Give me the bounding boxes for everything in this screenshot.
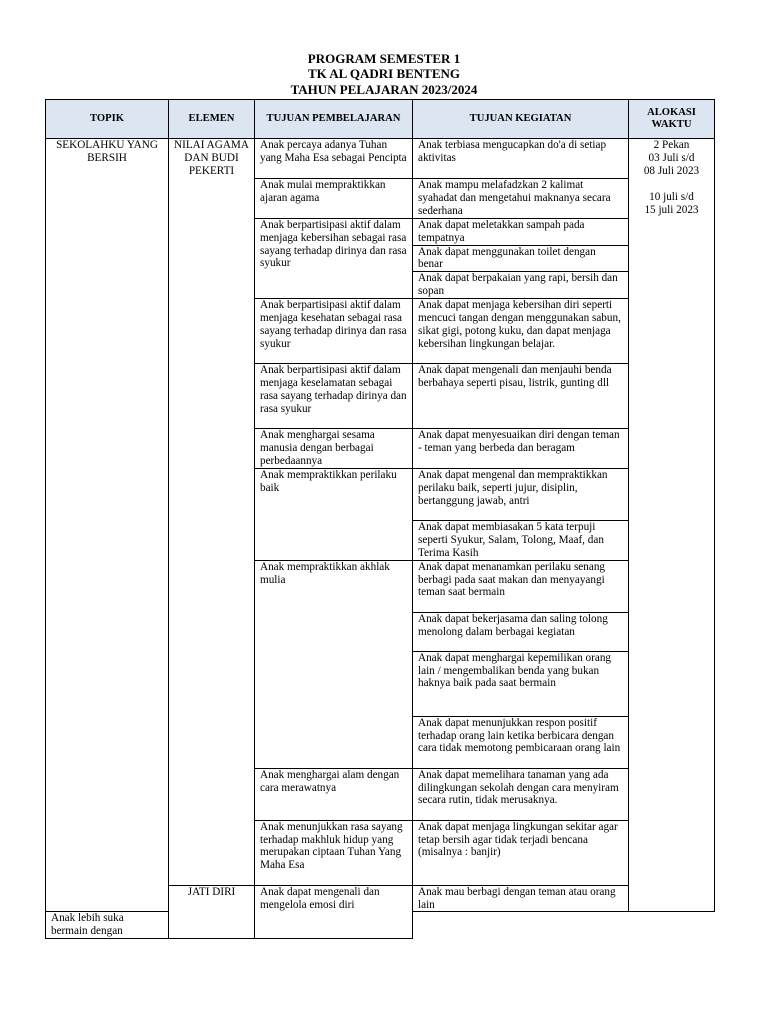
column-header-tujuan-kegiatan: TUJUAN KEGIATAN	[413, 100, 629, 139]
alokasi-waktu-cell	[629, 139, 715, 912]
alokasi-line-3: 08 Juli 2023	[643, 164, 700, 177]
tujuan-pembelajaran-cell: Anak dapat mengenali dan mengelola emosi diri	[255, 885, 413, 939]
elemen-cell-jati-diri: JATI DIRI	[169, 885, 255, 939]
program-semester-table	[45, 99, 715, 939]
tujuan-pembelajaran-cell: Anak mulai mempraktikkan ajaran agama	[255, 179, 413, 219]
tujuan-kegiatan-cell: Anak dapat menjaga lingkungan sekitar agar tetap bersih agar tidak terjadi bencana (misalnya : banjir)	[413, 820, 629, 885]
tujuan-kegiatan-cell: Anak mau berbagi dengan teman atau orang lain	[413, 885, 629, 912]
tujuan-kegiatan-cell: Anak dapat menyesuaikan diri dengan teman - teman yang berbeda dan beragam	[413, 429, 629, 469]
tujuan-pembelajaran-cell: Anak mempraktikkan perilaku baik	[255, 468, 413, 560]
tujuan-pembelajaran-cell: Anak berpartisipasi aktif dalam menjaga kesehatan sebagai rasa sayang terhadap dirinya dan rasa syukur	[255, 299, 413, 364]
column-header-alokasi-waktu: ALOKASI WAKTU	[629, 100, 715, 139]
tujuan-kegiatan-cell: Anak dapat mengenal dan mempraktikkan perilaku baik, seperti jujur, disiplin, bertanggung jawab, antri	[413, 468, 629, 520]
document-title-line-1: PROGRAM SEMESTER 1	[307, 51, 461, 66]
tujuan-kegiatan-cell: Anak dapat mengenali dan menjauhi benda berbahaya seperti pisau, listrik, gunting dll	[413, 364, 629, 429]
alokasi-line-5: 15 juli 2023	[644, 203, 699, 216]
tujuan-kegiatan-cell: Anak dapat menghargai kepemilikan orang lain / mengembalikan benda yang bukan haknya baik pada saat bermain	[413, 651, 629, 716]
elemen-cell-nilai-agama: NILAI AGAMA DAN BUDI PEKERTI	[169, 139, 255, 886]
topik-cell: SEKOLAHKU YANG BERSIH	[46, 139, 169, 912]
table-row	[46, 139, 715, 179]
column-header-topik: TOPIK	[46, 100, 169, 139]
column-header-tujuan-pembelajaran: TUJUAN PEMBELAJARAN	[255, 100, 413, 139]
tujuan-pembelajaran-cell: Anak berpartisipasi aktif dalam menjaga kebersihan sebagai rasa sayang terhadap dirinya dan rasa syukur	[255, 218, 413, 298]
document-title-line-2: TK AL QADRI BENTENG	[307, 66, 461, 81]
tujuan-kegiatan-cell: Anak dapat meletakkan sampah pada tempatnya	[413, 218, 629, 245]
tujuan-pembelajaran-cell: Anak percaya adanya Tuhan yang Maha Esa sebagai Pencipta	[255, 139, 413, 179]
tujuan-kegiatan-cell: Anak terbiasa mengucapkan do'a di setiap aktivitas	[413, 139, 629, 179]
table-header-row	[46, 100, 715, 139]
tujuan-kegiatan-cell: Anak dapat menunjukkan respon positif terhadap orang lain ketika berbicara dengan cara tidak memotong pembicaraan orang lain	[413, 716, 629, 768]
tujuan-kegiatan-cell: Anak mampu melafadzkan 2 kalimat syahadat dan mengetahui maknanya secara sederhana	[413, 179, 629, 219]
tujuan-kegiatan-cell: Anak dapat menggunakan toilet dengan benar	[413, 245, 629, 272]
tujuan-pembelajaran-cell: Anak mempraktikkan akhlak mulia	[255, 560, 413, 768]
alokasi-line-2: 03 Juli s/d	[648, 151, 695, 164]
tujuan-pembelajaran-cell: Anak menunjukkan rasa sayang terhadap makhluk hidup yang merupakan ciptaan Tuhan Yang Maha Esa	[255, 820, 413, 885]
tujuan-kegiatan-cell: Anak dapat memelihara tanaman yang ada dilingkungan sekolah dengan cara menyiram secara rutin, tidak merusaknya.	[413, 768, 629, 820]
tujuan-pembelajaran-cell: Anak berpartisipasi aktif dalam menjaga keselamatan sebagai rasa sayang terhadap dirinya dan rasa syukur	[255, 364, 413, 429]
alokasi-line-4: 10 juli s/d	[649, 190, 694, 203]
tujuan-pembelajaran-cell: Anak menghargai sesama manusia dengan berbagai perbedaannya	[255, 429, 413, 469]
tujuan-kegiatan-cell: Anak dapat menanamkan perilaku senang berbagi pada saat makan dan menyayangi teman saat bermain	[413, 560, 629, 612]
tujuan-kegiatan-cell: Anak dapat membiasakan 5 kata terpuji seperti Syukur, Salam, Tolong, Maaf, dan Terima Kasih	[413, 520, 629, 560]
tujuan-kegiatan-cell: Anak dapat menjaga kebersihan diri seperti mencuci tangan dengan menggunakan sabun, sikat gigi, potong kuku, dan dapat menjaga kebersihan lingkungan belajar.	[413, 299, 629, 364]
tujuan-kegiatan-cell: Anak dapat bekerjasama dan saling tolong menolong dalam berbagai kegiatan	[413, 612, 629, 651]
tujuan-kegiatan-cell: Anak dapat berpakaian yang rapi, bersih dan sopan	[413, 272, 629, 299]
alokasi-line-1: 2 Pekan	[653, 139, 690, 151]
tujuan-kegiatan-cell: Anak lebih suka bermain dengan	[46, 912, 169, 939]
column-header-elemen: ELEMEN	[169, 100, 255, 139]
document-title-line-3: TAHUN PELAJARAN 2023/2024	[290, 82, 478, 97]
tujuan-pembelajaran-cell: Anak menghargai alam dengan cara merawatnya	[255, 768, 413, 820]
